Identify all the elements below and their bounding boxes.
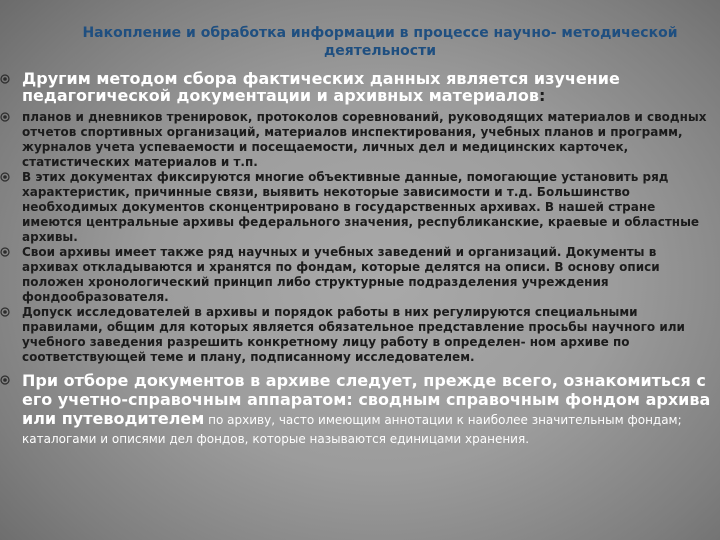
access-text: Допуск исследователей в архивы и порядок работы в них регулируются специальными правилами, общим для которых является обязательное представление просьбы научного или учебного заведения разрешить конкретному лицу работу в определен- ном архиве по соответствующей теме и плану, подписанному исследователем. xyxy=(22,305,685,364)
circle-bullet-icon xyxy=(0,74,10,84)
paragraph-selection xyxy=(0,371,720,447)
selection-text: При отборе документов в архиве следует, прежде всего, ознакомиться с его учетно-справочным аппаратом: сводным справочным фондом архива или путеводителем xyxy=(22,371,711,428)
selection-tail: по архиву, часто имеющим аннотации к наиболее значительным фондам; каталогами и описями дел фондов, которые называются единицами хранения. xyxy=(22,413,682,446)
intro-text: Другим методом сбора фактических данных является изучение педагогической документации и архивных материалов xyxy=(22,69,620,105)
circle-bullet-icon xyxy=(0,247,10,257)
paragraph-access xyxy=(0,305,720,365)
circle-bullet-icon xyxy=(0,375,10,385)
paragraph-archives xyxy=(0,170,720,245)
slide-title: Накопление и обработка информации в процессе научно- методической деятельности xyxy=(82,25,678,59)
paragraph-intro xyxy=(0,70,720,104)
own-archives-text: Свои архивы имеет также ряд научных и учебных заведений и организаций. Документы в архивах откладываются и хранятся по фондам, которые делятся на описи. В основу описи положен хронологический принцип либо структурные подразделения учреждения фондообразователя. xyxy=(22,245,660,304)
documents-list-text: планов и дневников тренировок, протоколов соревнований, руководящих материалов и сводных отчетов спортивных организаций, материалов инспектирования, учебных планов и программ, журналов учета успеваемости и посещаемости, личных дел и медицинских карточек, статистических материалов и т.п. xyxy=(22,110,707,169)
archives-text: В этих документах фиксируются многие объективные данные, помогающие установить ряд характеристик, причинные связи, выявить некоторые зависимости и т.д. Большинство необходимых документов сконцентрировано в государственных архивах. В нашей стране имеются центральные архивы федерального значения, республиканские, краевые и областные архивы. xyxy=(22,170,700,244)
paragraph-own-archives xyxy=(0,245,720,305)
circle-bullet-icon xyxy=(0,172,10,182)
circle-bullet-icon xyxy=(0,112,10,122)
intro-tail: : xyxy=(539,86,546,105)
slide-text-body xyxy=(0,70,720,447)
paragraph-documents-list xyxy=(0,110,720,170)
circle-bullet-icon xyxy=(0,307,10,317)
